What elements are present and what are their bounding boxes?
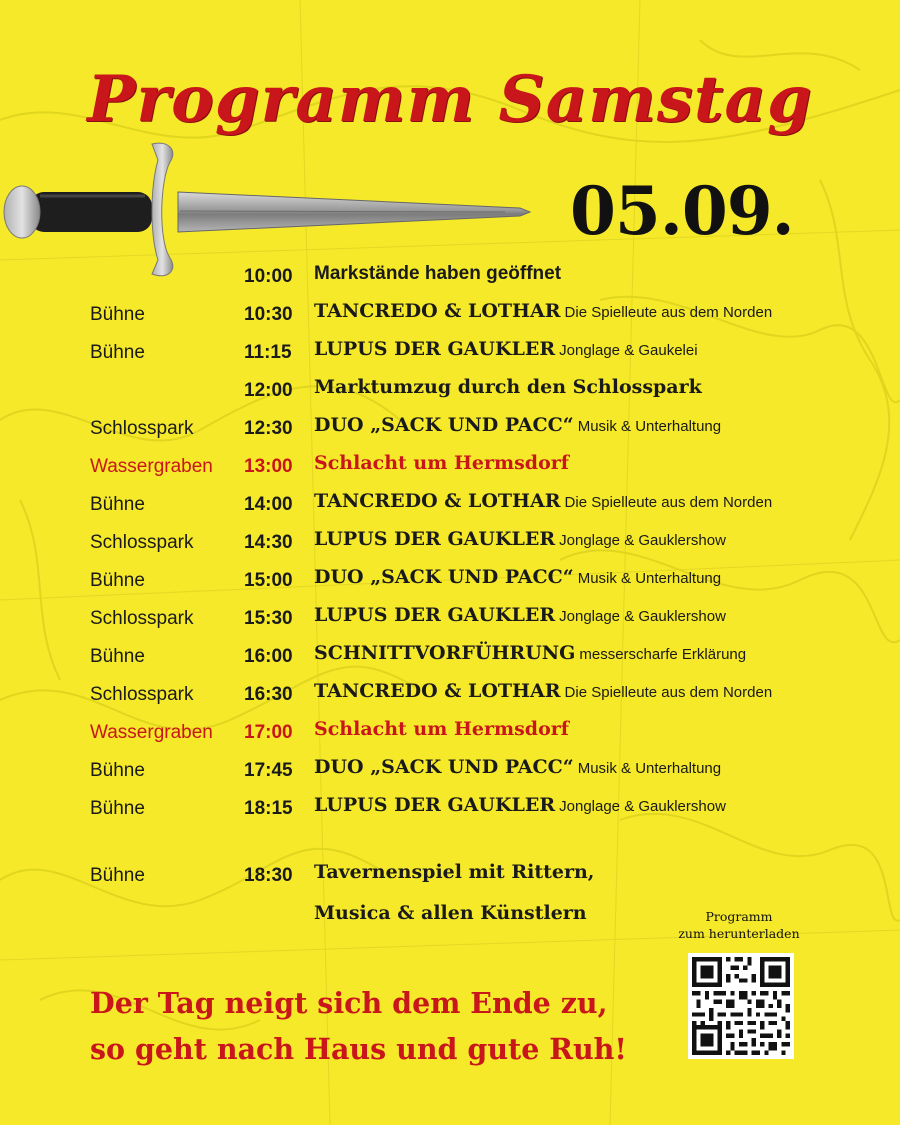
schedule-time: 18:30	[244, 865, 293, 886]
closing-text	[90, 980, 690, 1072]
schedule-location: Bühne	[90, 304, 145, 325]
event-date: 05.09.	[570, 172, 794, 250]
schedule-time: 11:15	[244, 342, 292, 363]
schedule-row	[0, 642, 900, 672]
schedule-act	[314, 338, 698, 360]
schedule-act	[314, 300, 772, 322]
schedule-location: Schlosspark	[90, 684, 194, 705]
schedule-location: Bühne	[90, 570, 145, 591]
dagger-icon	[0, 140, 535, 280]
schedule-row-highlight	[0, 452, 900, 482]
schedule-act	[314, 756, 721, 778]
qr-label	[665, 908, 813, 942]
schedule-row	[0, 861, 900, 891]
schedule-row	[0, 262, 900, 292]
qr-label-line1: Programm	[705, 909, 773, 924]
schedule-row	[0, 490, 900, 520]
schedule-act	[314, 414, 721, 436]
final-act-line2: Musica & allen Künstlern	[314, 902, 587, 924]
schedule-time: 16:00	[244, 646, 293, 667]
act-name: LUPUS DER GAUKLER	[314, 604, 556, 626]
schedule-act	[314, 680, 772, 702]
schedule-act	[314, 794, 726, 816]
schedule-location: Bühne	[90, 865, 145, 886]
act-name: Markstände haben geöffnet	[314, 263, 562, 284]
schedule-location: Bühne	[90, 494, 145, 515]
schedule-time: 14:00	[244, 494, 293, 515]
act-detail: messerscharfe Erklärung	[579, 646, 747, 663]
act-name: Tavernenspiel mit Rittern,	[314, 861, 595, 883]
act-detail: Musik & Unterhaltung	[577, 570, 722, 587]
schedule-time: 13:00	[244, 456, 293, 477]
act-detail: Jonglage & Gauklershow	[559, 608, 726, 625]
schedule-act	[314, 642, 746, 664]
schedule-act	[314, 262, 565, 285]
act-name: DUO „SACK UND PACC“	[314, 756, 574, 778]
schedule-time: 17:45	[244, 760, 293, 781]
schedule-row	[0, 794, 900, 824]
schedule-act	[314, 861, 598, 883]
closing-line1: Der Tag neigt sich dem Ende zu,	[90, 986, 608, 1020]
schedule-row	[0, 680, 900, 710]
act-name: TANCREDO & LOTHAR	[314, 490, 561, 512]
schedule-time: 18:15	[244, 798, 293, 819]
qr-label-line2: zum herunterladen	[678, 926, 800, 941]
act-name: DUO „SACK UND PACC“	[314, 414, 574, 436]
schedule-location: Bühne	[90, 760, 145, 781]
act-name: Marktumzug durch den Schlosspark	[314, 376, 702, 398]
schedule-time: 12:30	[244, 418, 293, 439]
schedule-time: 15:00	[244, 570, 293, 591]
act-name: LUPUS DER GAUKLER	[314, 338, 556, 360]
schedule-location: Schlosspark	[90, 418, 194, 439]
act-name: LUPUS DER GAUKLER	[314, 794, 556, 816]
act-name: Schlacht um Hermsdorf	[314, 718, 569, 740]
schedule-row	[0, 338, 900, 368]
act-name: LUPUS DER GAUKLER	[314, 528, 556, 550]
schedule-location: Schlosspark	[90, 532, 194, 553]
act-detail: Die Spielleute aus dem Norden	[564, 494, 773, 511]
schedule-act	[314, 566, 721, 588]
schedule-row	[0, 604, 900, 634]
qr-code-icon[interactable]	[688, 953, 794, 1059]
act-name: SCHNITTVORFÜHRUNG	[314, 642, 576, 664]
schedule-time: 17:00	[244, 722, 293, 743]
schedule-location: Bühne	[90, 798, 145, 819]
schedule-row	[0, 756, 900, 786]
schedule-row	[0, 566, 900, 596]
act-detail: Musik & Unterhaltung	[577, 418, 722, 435]
act-detail: Jonglage & Gauklershow	[559, 798, 726, 815]
schedule-row-highlight	[0, 718, 900, 748]
schedule-act	[314, 490, 772, 512]
act-detail: Jonglage & Gaukelei	[559, 342, 698, 359]
schedule-time: 10:30	[244, 304, 293, 325]
act-name: Schlacht um Hermsdorf	[314, 452, 569, 474]
schedule-location: Bühne	[90, 646, 145, 667]
act-detail: Musik & Unterhaltung	[577, 760, 722, 777]
schedule-row	[0, 528, 900, 558]
schedule-row	[0, 376, 900, 406]
act-detail: Die Spielleute aus dem Norden	[564, 304, 773, 321]
page-title: Programm Samstag	[87, 62, 813, 137]
schedule-location: Wassergraben	[90, 722, 213, 743]
schedule-time: 16:30	[244, 684, 293, 705]
schedule-time: 12:00	[244, 380, 293, 401]
schedule-location: Bühne	[90, 342, 145, 363]
act-name: DUO „SACK UND PACC“	[314, 566, 574, 588]
closing-line2: so geht nach Haus und gute Ruh!	[90, 1032, 627, 1066]
schedule-time: 14:30	[244, 532, 293, 553]
act-name: TANCREDO & LOTHAR	[314, 680, 561, 702]
schedule-act	[314, 376, 706, 398]
schedule-location: Wassergraben	[90, 456, 213, 477]
schedule-act	[314, 718, 573, 740]
schedule-act	[314, 452, 573, 474]
act-name: TANCREDO & LOTHAR	[314, 300, 561, 322]
act-detail: Die Spielleute aus dem Norden	[564, 684, 773, 701]
schedule-time: 10:00	[244, 266, 293, 287]
schedule-location: Schlosspark	[90, 608, 194, 629]
schedule-act	[314, 528, 726, 550]
schedule-row	[0, 300, 900, 330]
schedule-time: 15:30	[244, 608, 293, 629]
schedule-act	[314, 604, 726, 626]
schedule-row	[0, 414, 900, 444]
act-detail: Jonglage & Gauklershow	[559, 532, 726, 549]
